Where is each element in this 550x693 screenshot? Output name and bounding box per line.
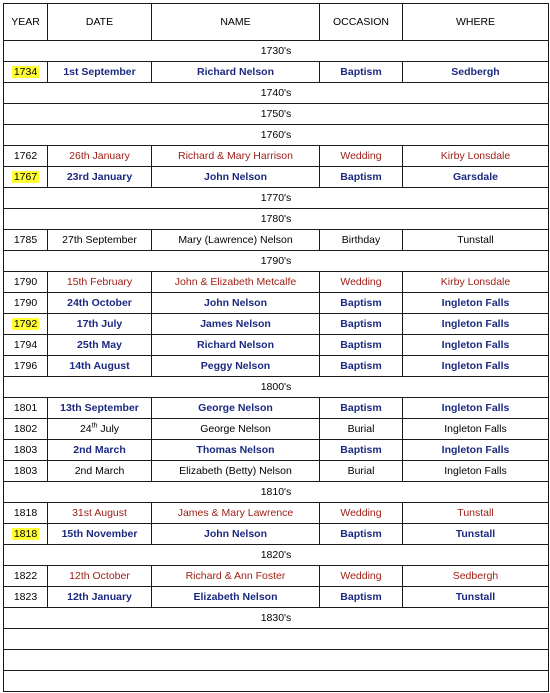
table-row <box>4 566 549 587</box>
header-occasion: OCCASION <box>320 4 403 41</box>
family-timeline-table <box>3 3 549 692</box>
date-text: 2nd March <box>73 444 126 456</box>
cell-name: Elizabeth (Betty) Nelson <box>152 461 320 482</box>
cell-where: Ingleton Falls <box>403 440 549 461</box>
date-text: 2nd March <box>74 465 125 477</box>
year-text: 1790 <box>13 276 38 288</box>
cell-date <box>48 272 152 293</box>
date-text: 31st August <box>72 507 127 519</box>
cell-occasion: Baptism <box>320 62 403 83</box>
cell-where: Ingleton Falls <box>403 356 549 377</box>
cell-name: Thomas Nelson <box>152 440 320 461</box>
decade-label: 1750's <box>4 104 549 125</box>
cell-year <box>4 314 48 335</box>
cell-where: Tunstall <box>403 503 549 524</box>
decade-label: 1800's <box>4 377 549 398</box>
cell-occasion: Baptism <box>320 167 403 188</box>
decade-label: 1820's <box>4 545 549 566</box>
decade-label: 1730's <box>4 41 549 62</box>
cell-year <box>4 62 48 83</box>
cell-year <box>4 146 48 167</box>
cell-name: John Nelson <box>152 167 320 188</box>
decade-row <box>4 545 549 566</box>
cell-name: Elizabeth Nelson <box>152 587 320 608</box>
table-row <box>4 230 549 251</box>
cell-where: Ingleton Falls <box>403 314 549 335</box>
cell-date <box>48 314 152 335</box>
year-text: 1785 <box>13 234 38 246</box>
year-text: 1801 <box>13 402 38 414</box>
cell-year <box>4 440 48 461</box>
decade-row <box>4 482 549 503</box>
decade-row <box>4 104 549 125</box>
table-row <box>4 272 549 293</box>
table-row <box>4 524 549 545</box>
year-text: 1823 <box>13 591 38 603</box>
decade-label: 1830's <box>4 608 549 629</box>
cell-occasion: Baptism <box>320 293 403 314</box>
cell-year <box>4 335 48 356</box>
cell-name: James Nelson <box>152 314 320 335</box>
cell-date <box>48 440 152 461</box>
year-text: 1822 <box>13 570 38 582</box>
cell-occasion: Baptism <box>320 398 403 419</box>
cell-year <box>4 167 48 188</box>
year-text: 1796 <box>13 360 38 372</box>
date-text: 1st September <box>63 66 136 78</box>
year-text: 1818 <box>13 528 38 540</box>
cell-date <box>48 293 152 314</box>
cell-where: Sedbergh <box>403 566 549 587</box>
decade-label: 1760's <box>4 125 549 146</box>
header-date: DATE <box>48 4 152 41</box>
cell-year <box>4 461 48 482</box>
table-row <box>4 146 549 167</box>
cell-date <box>48 398 152 419</box>
cell-occasion: Baptism <box>320 524 403 545</box>
cell-where: Ingleton Falls <box>403 398 549 419</box>
table-body <box>4 41 549 692</box>
cell-year <box>4 293 48 314</box>
cell-name: James & Mary Lawrence <box>152 503 320 524</box>
decade-label: 1770's <box>4 188 549 209</box>
table-row <box>4 587 549 608</box>
decade-row <box>4 251 549 272</box>
decade-row <box>4 188 549 209</box>
cell-occasion: Baptism <box>320 587 403 608</box>
decade-row <box>4 41 549 62</box>
date-text: 15th February <box>66 276 133 288</box>
date-text: 24 <box>79 423 92 435</box>
year-text: 1818 <box>13 507 38 519</box>
date-text: 14th August <box>69 360 130 372</box>
blank-cell <box>4 650 549 671</box>
cell-occasion: Burial <box>320 461 403 482</box>
date-text: 24th October <box>67 297 132 309</box>
cell-date <box>48 566 152 587</box>
cell-year <box>4 230 48 251</box>
cell-name: Richard Nelson <box>152 62 320 83</box>
year-text: 1803 <box>13 465 38 477</box>
header-year: YEAR <box>4 4 48 41</box>
cell-occasion: Wedding <box>320 272 403 293</box>
cell-where: Tunstall <box>403 230 549 251</box>
cell-name: George Nelson <box>152 398 320 419</box>
cell-date <box>48 230 152 251</box>
decade-label: 1810's <box>4 482 549 503</box>
cell-name: George Nelson <box>152 419 320 440</box>
decade-label: 1740's <box>4 83 549 104</box>
cell-occasion: Wedding <box>320 503 403 524</box>
decade-row <box>4 209 549 230</box>
blank-row <box>4 629 549 650</box>
cell-where: Ingleton Falls <box>403 419 549 440</box>
cell-name: Richard & Mary Harrison <box>152 146 320 167</box>
cell-name: Richard & Ann Foster <box>152 566 320 587</box>
blank-cell <box>4 671 549 692</box>
decade-row <box>4 377 549 398</box>
decade-row <box>4 83 549 104</box>
cell-date <box>48 461 152 482</box>
year-text: 1734 <box>13 66 38 78</box>
cell-name: Peggy Nelson <box>152 356 320 377</box>
date-text: 26th January <box>69 150 130 162</box>
year-text: 1794 <box>13 339 38 351</box>
cell-occasion: Birthday <box>320 230 403 251</box>
header-where: WHERE <box>403 4 549 41</box>
blank-row <box>4 650 549 671</box>
cell-where: Kirby Lonsdale <box>403 272 549 293</box>
date-text: 15th November <box>61 528 138 540</box>
date-text: 17th July <box>76 318 123 330</box>
blank-row <box>4 671 549 692</box>
cell-date <box>48 419 152 440</box>
cell-where: Ingleton Falls <box>403 335 549 356</box>
table-row <box>4 167 549 188</box>
cell-where: Sedbergh <box>403 62 549 83</box>
year-text: 1802 <box>13 423 38 435</box>
date-text: 12th October <box>69 570 130 582</box>
table-row <box>4 314 549 335</box>
cell-where: Kirby Lonsdale <box>403 146 549 167</box>
year-text: 1762 <box>13 150 38 162</box>
cell-date <box>48 62 152 83</box>
year-text: 1792 <box>13 318 38 330</box>
table-row <box>4 419 549 440</box>
date-text: 27th September <box>62 234 137 246</box>
cell-year <box>4 398 48 419</box>
year-text: 1803 <box>13 444 38 456</box>
decade-label: 1790's <box>4 251 549 272</box>
cell-occasion: Baptism <box>320 356 403 377</box>
cell-date <box>48 587 152 608</box>
cell-year <box>4 587 48 608</box>
date-text: 13th September <box>60 402 139 414</box>
cell-date <box>48 146 152 167</box>
cell-date <box>48 524 152 545</box>
table-row <box>4 356 549 377</box>
header-name: NAME <box>152 4 320 41</box>
cell-occasion: Baptism <box>320 440 403 461</box>
cell-date <box>48 503 152 524</box>
cell-year <box>4 503 48 524</box>
cell-where: Tunstall <box>403 524 549 545</box>
table-row <box>4 293 549 314</box>
table-row <box>4 335 549 356</box>
cell-name: Richard Nelson <box>152 335 320 356</box>
cell-occasion: Wedding <box>320 566 403 587</box>
cell-year <box>4 356 48 377</box>
cell-occasion: Baptism <box>320 335 403 356</box>
cell-name: Mary (Lawrence) Nelson <box>152 230 320 251</box>
table-row <box>4 62 549 83</box>
cell-occasion: Wedding <box>320 146 403 167</box>
date-ordinal-suffix: th <box>91 422 98 430</box>
date-text: 12th January <box>67 591 132 603</box>
cell-where: Garsdale <box>403 167 549 188</box>
cell-date <box>48 356 152 377</box>
cell-year <box>4 419 48 440</box>
cell-name: John Nelson <box>152 293 320 314</box>
year-text: 1767 <box>13 171 38 183</box>
cell-where: Ingleton Falls <box>403 461 549 482</box>
decade-row <box>4 125 549 146</box>
cell-year <box>4 566 48 587</box>
header-row <box>4 4 549 41</box>
cell-where: Tunstall <box>403 587 549 608</box>
year-text: 1790 <box>13 297 38 309</box>
cell-year <box>4 272 48 293</box>
cell-name: John & Elizabeth Metcalfe <box>152 272 320 293</box>
cell-date <box>48 335 152 356</box>
blank-cell <box>4 629 549 650</box>
table-row <box>4 398 549 419</box>
cell-year <box>4 524 48 545</box>
table-row <box>4 503 549 524</box>
date-text: 25th May <box>77 339 122 351</box>
table-row <box>4 440 549 461</box>
cell-occasion: Baptism <box>320 314 403 335</box>
cell-where: Ingleton Falls <box>403 293 549 314</box>
cell-name: John Nelson <box>152 524 320 545</box>
decade-row <box>4 608 549 629</box>
cell-date <box>48 167 152 188</box>
decade-label: 1780's <box>4 209 549 230</box>
date-text: 23rd January <box>66 171 133 183</box>
cell-occasion: Burial <box>320 419 403 440</box>
date-month: July <box>97 423 120 435</box>
table-row <box>4 461 549 482</box>
